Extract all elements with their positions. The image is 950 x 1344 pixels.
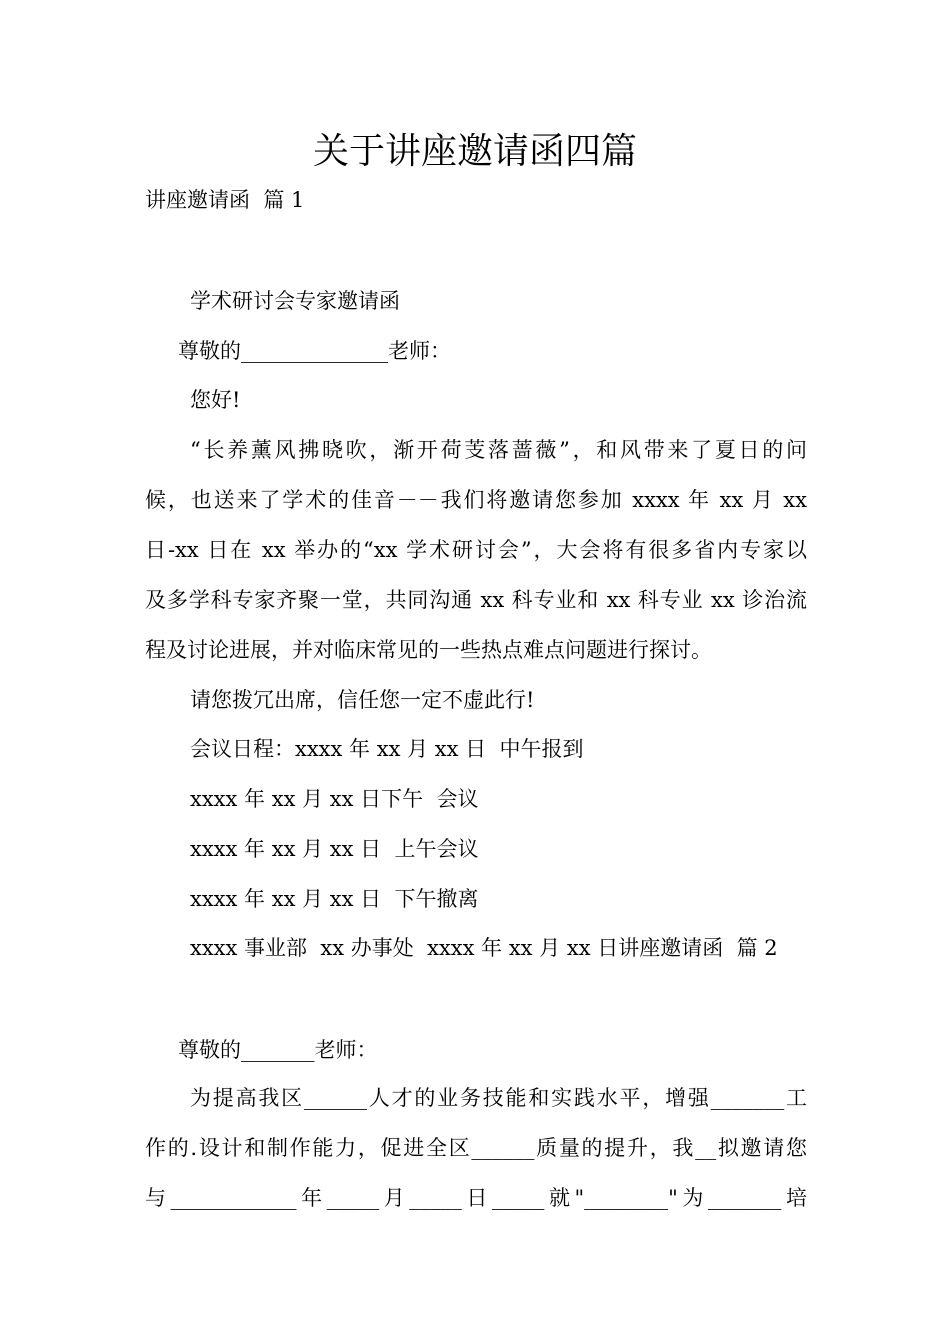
document-title: 关于讲座邀请函四篇 bbox=[312, 131, 637, 172]
letter2-para-line: 与____________年_____月_____日_____就"________"为_______培 bbox=[145, 1186, 807, 1210]
letter1-para-line: 候，也送来了学术的佳音－－我们将邀请您参加 xxxx 年 xx 月 xx bbox=[145, 488, 807, 512]
schedule-line: 会议日程：xxxx 年 xx 月 xx 日 中午报到 bbox=[190, 737, 584, 761]
letter1-salutation: 尊敬的______________老师： bbox=[178, 339, 451, 363]
letter1-greeting: 您好! bbox=[190, 388, 241, 412]
section-heading-1: 讲座邀请函 篇 1 bbox=[145, 188, 305, 212]
letter2-salutation: 尊敬的_______老师： bbox=[178, 1038, 378, 1062]
schedule-line: xxxx 年 xx 月 xx 日 上午会议 bbox=[190, 837, 479, 861]
letter1-subtitle: 学术研讨会专家邀请函 bbox=[190, 289, 400, 313]
letter1-request: 请您拨冗出席，信任您一定不虚此行! bbox=[190, 688, 535, 712]
letter1-para-line: “长养薰风拂晓吹，渐开荷芰落蔷薇”，和风带来了夏日的问 bbox=[190, 438, 807, 462]
schedule-line: xxxx 年 xx 月 xx 日 下午撤离 bbox=[190, 887, 479, 911]
letter1-para-line: 程及讨论进展，并对临床常见的一些热点难点问题进行探讨。 bbox=[145, 638, 712, 662]
letter2-para-line: 作的.设计和制作能力，促进全区______质量的提升，我__拟邀请您 bbox=[145, 1136, 807, 1160]
schedule-line: xxxx 年 xx 月 xx 日下午 会议 bbox=[190, 787, 479, 811]
signature-and-section-heading-2: xxxx 事业部 xx 办事处 xxxx 年 xx 月 xx 日讲座邀请函 篇 2 bbox=[190, 936, 778, 960]
letter2-para-line: 为提高我区______人才的业务技能和实践水平，增强_______工 bbox=[190, 1086, 807, 1110]
letter1-para-line: 及多学科专家齐聚一堂，共同沟通 xx 科专业和 xx 科专业 xx 诊治流 bbox=[145, 588, 807, 612]
letter1-para-line: 日-xx 日在 xx 举办的“xx 学术研讨会”，大会将有很多省内专家以 bbox=[145, 538, 807, 562]
